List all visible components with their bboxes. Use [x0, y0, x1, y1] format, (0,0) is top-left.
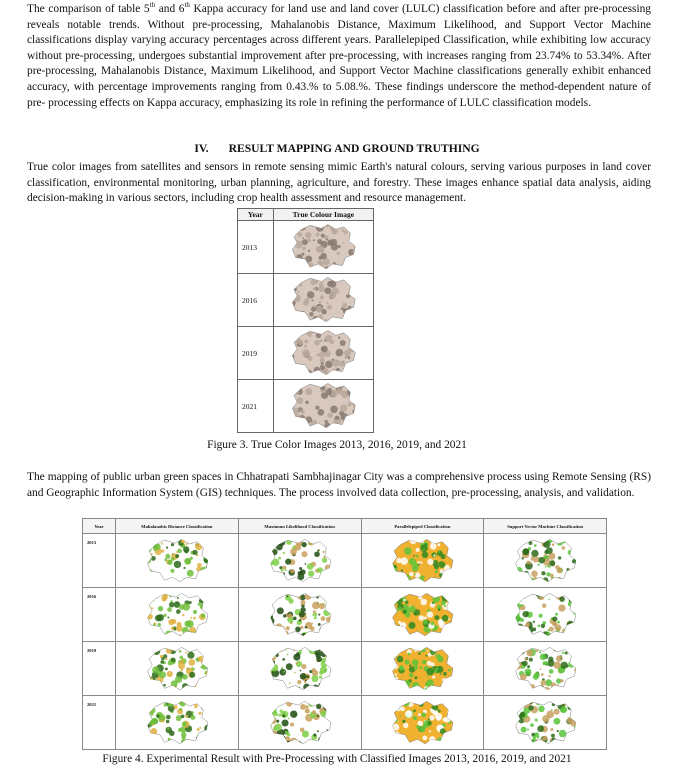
- fig4-map-cell: [238, 696, 361, 750]
- fig4-svm-header: Support Vector Machine Classification: [484, 519, 607, 534]
- map-silhouette-icon: [504, 645, 586, 693]
- map-silhouette-icon: [136, 591, 218, 639]
- fig4-year-cell: 2013: [83, 534, 116, 588]
- map-silhouette-icon: [259, 591, 341, 639]
- map-silhouette-icon: [504, 537, 586, 585]
- fig3-year-cell: 2021: [238, 380, 274, 433]
- map-silhouette-icon: [381, 645, 463, 693]
- map-silhouette-icon: [381, 591, 463, 639]
- fig4-map-cell: [116, 696, 239, 750]
- fig4-map-cell: [116, 642, 239, 696]
- fig3-year-cell: 2019: [238, 327, 274, 380]
- map-silhouette-icon: [283, 328, 363, 378]
- fig3-image-cell: [273, 221, 373, 274]
- fig3-year-header: Year: [238, 209, 274, 221]
- fig3-image-cell: [273, 327, 373, 380]
- fig4-map-cell: [238, 534, 361, 588]
- map-silhouette-icon: [259, 645, 341, 693]
- fig3-image-cell: [273, 274, 373, 327]
- intro-paragraph: The comparison of table 5th and 6th Kappa accuracy for land use and land cover (LULC) classification before and after pre-processing reveals notable trends. Without pre-processing, Mahalanobis Distance, Maximum Likelihood, and Support Vector Machine classifications display varying accuracy percentages across different years. Parallelepiped Classification, while exhibiting low accuracy without pre-processing, undergoes substantial improvement after pre-processing, with increases ranging from 23.74% to 53.34%. After pre-processing, Mahalanobis Distance, Maximum Likelihood, and Support Vector Machine classifications generally exhibit enhanced accuracy, with percentage improvements ranging from 0.43.% to 5.08.%. These findings underscore the method-dependent nature of pre- processing effects on Kappa accuracy, emphasizing its role in refining the performance of LULC classification models.: [27, 1, 651, 109]
- fig4-map-cell: [361, 696, 484, 750]
- fig4-maxlike-header: Maximum Likelihood Classification: [238, 519, 361, 534]
- map-silhouette-icon: [259, 537, 341, 585]
- fig4-parallelepiped-header: Parallelepiped Classification: [361, 519, 484, 534]
- fig4-map-cell: [361, 642, 484, 696]
- fig4-map-cell: [238, 642, 361, 696]
- fig4-map-cell: [238, 588, 361, 642]
- fig4-map-cell: [361, 534, 484, 588]
- fig3-image-cell: [273, 380, 373, 433]
- fig4-year-cell: 2021: [83, 696, 116, 750]
- fig4-map-cell: [484, 696, 607, 750]
- map-silhouette-icon: [381, 537, 463, 585]
- map-silhouette-icon: [136, 537, 218, 585]
- fig4-map-cell: [484, 642, 607, 696]
- fig4-map-cell: [116, 534, 239, 588]
- map-silhouette-icon: [504, 591, 586, 639]
- map-silhouette-icon: [283, 275, 363, 325]
- fig3-year-cell: 2013: [238, 221, 274, 274]
- fig4-year-cell: 2016: [83, 588, 116, 642]
- figure-4-caption: Figure 4. Experimental Result with Pre-Processing with Classified Images 2013, 2016, 2019, and 2021: [102, 753, 572, 765]
- map-silhouette-icon: [136, 645, 218, 693]
- fig4-map-cell: [484, 534, 607, 588]
- figure-4-table: [82, 518, 607, 750]
- fig4-map-cell: [484, 588, 607, 642]
- fig4-mahalanobis-header: Mahalanobis Distance Classification: [116, 519, 239, 534]
- figure-3-caption: Figure 3. True Color Images 2013, 2016, 2019, and 2021: [207, 439, 467, 451]
- fig4-year-header: Year: [83, 519, 116, 534]
- map-silhouette-icon: [136, 699, 218, 747]
- map-silhouette-icon: [504, 699, 586, 747]
- mapping-paragraph: The mapping of public urban green spaces in Chhatrapati Sambhajinagar City was a comprehensive process using Remote Sensing (RS) and Geographic Information System (GIS) techniques. The process involved data collection, pre-processing, analysis, and validation.: [27, 471, 651, 499]
- fig3-year-cell: 2016: [238, 274, 274, 327]
- fig3-image-header: True Colour Image: [273, 209, 373, 221]
- fig4-year-cell: 2019: [83, 642, 116, 696]
- fig4-map-cell: [116, 588, 239, 642]
- true-color-paragraph: True color images from satellites and sensors in remote sensing mimic Earth's natural colours, serving various purposes in land cover classification, environmental monitoring, urban planning, agriculture, and forestry. These images enhance spatial data analysis, aiding decision-making in various sectors, including crop health assessment and resource management.: [27, 161, 651, 205]
- map-silhouette-icon: [283, 222, 363, 272]
- fig4-map-cell: [361, 588, 484, 642]
- section-heading: IV. RESULT MAPPING AND GROUND TRUTHING: [194, 142, 480, 155]
- map-silhouette-icon: [283, 381, 363, 431]
- map-silhouette-icon: [381, 699, 463, 747]
- map-silhouette-icon: [259, 699, 341, 747]
- figure-3-table: [237, 208, 374, 433]
